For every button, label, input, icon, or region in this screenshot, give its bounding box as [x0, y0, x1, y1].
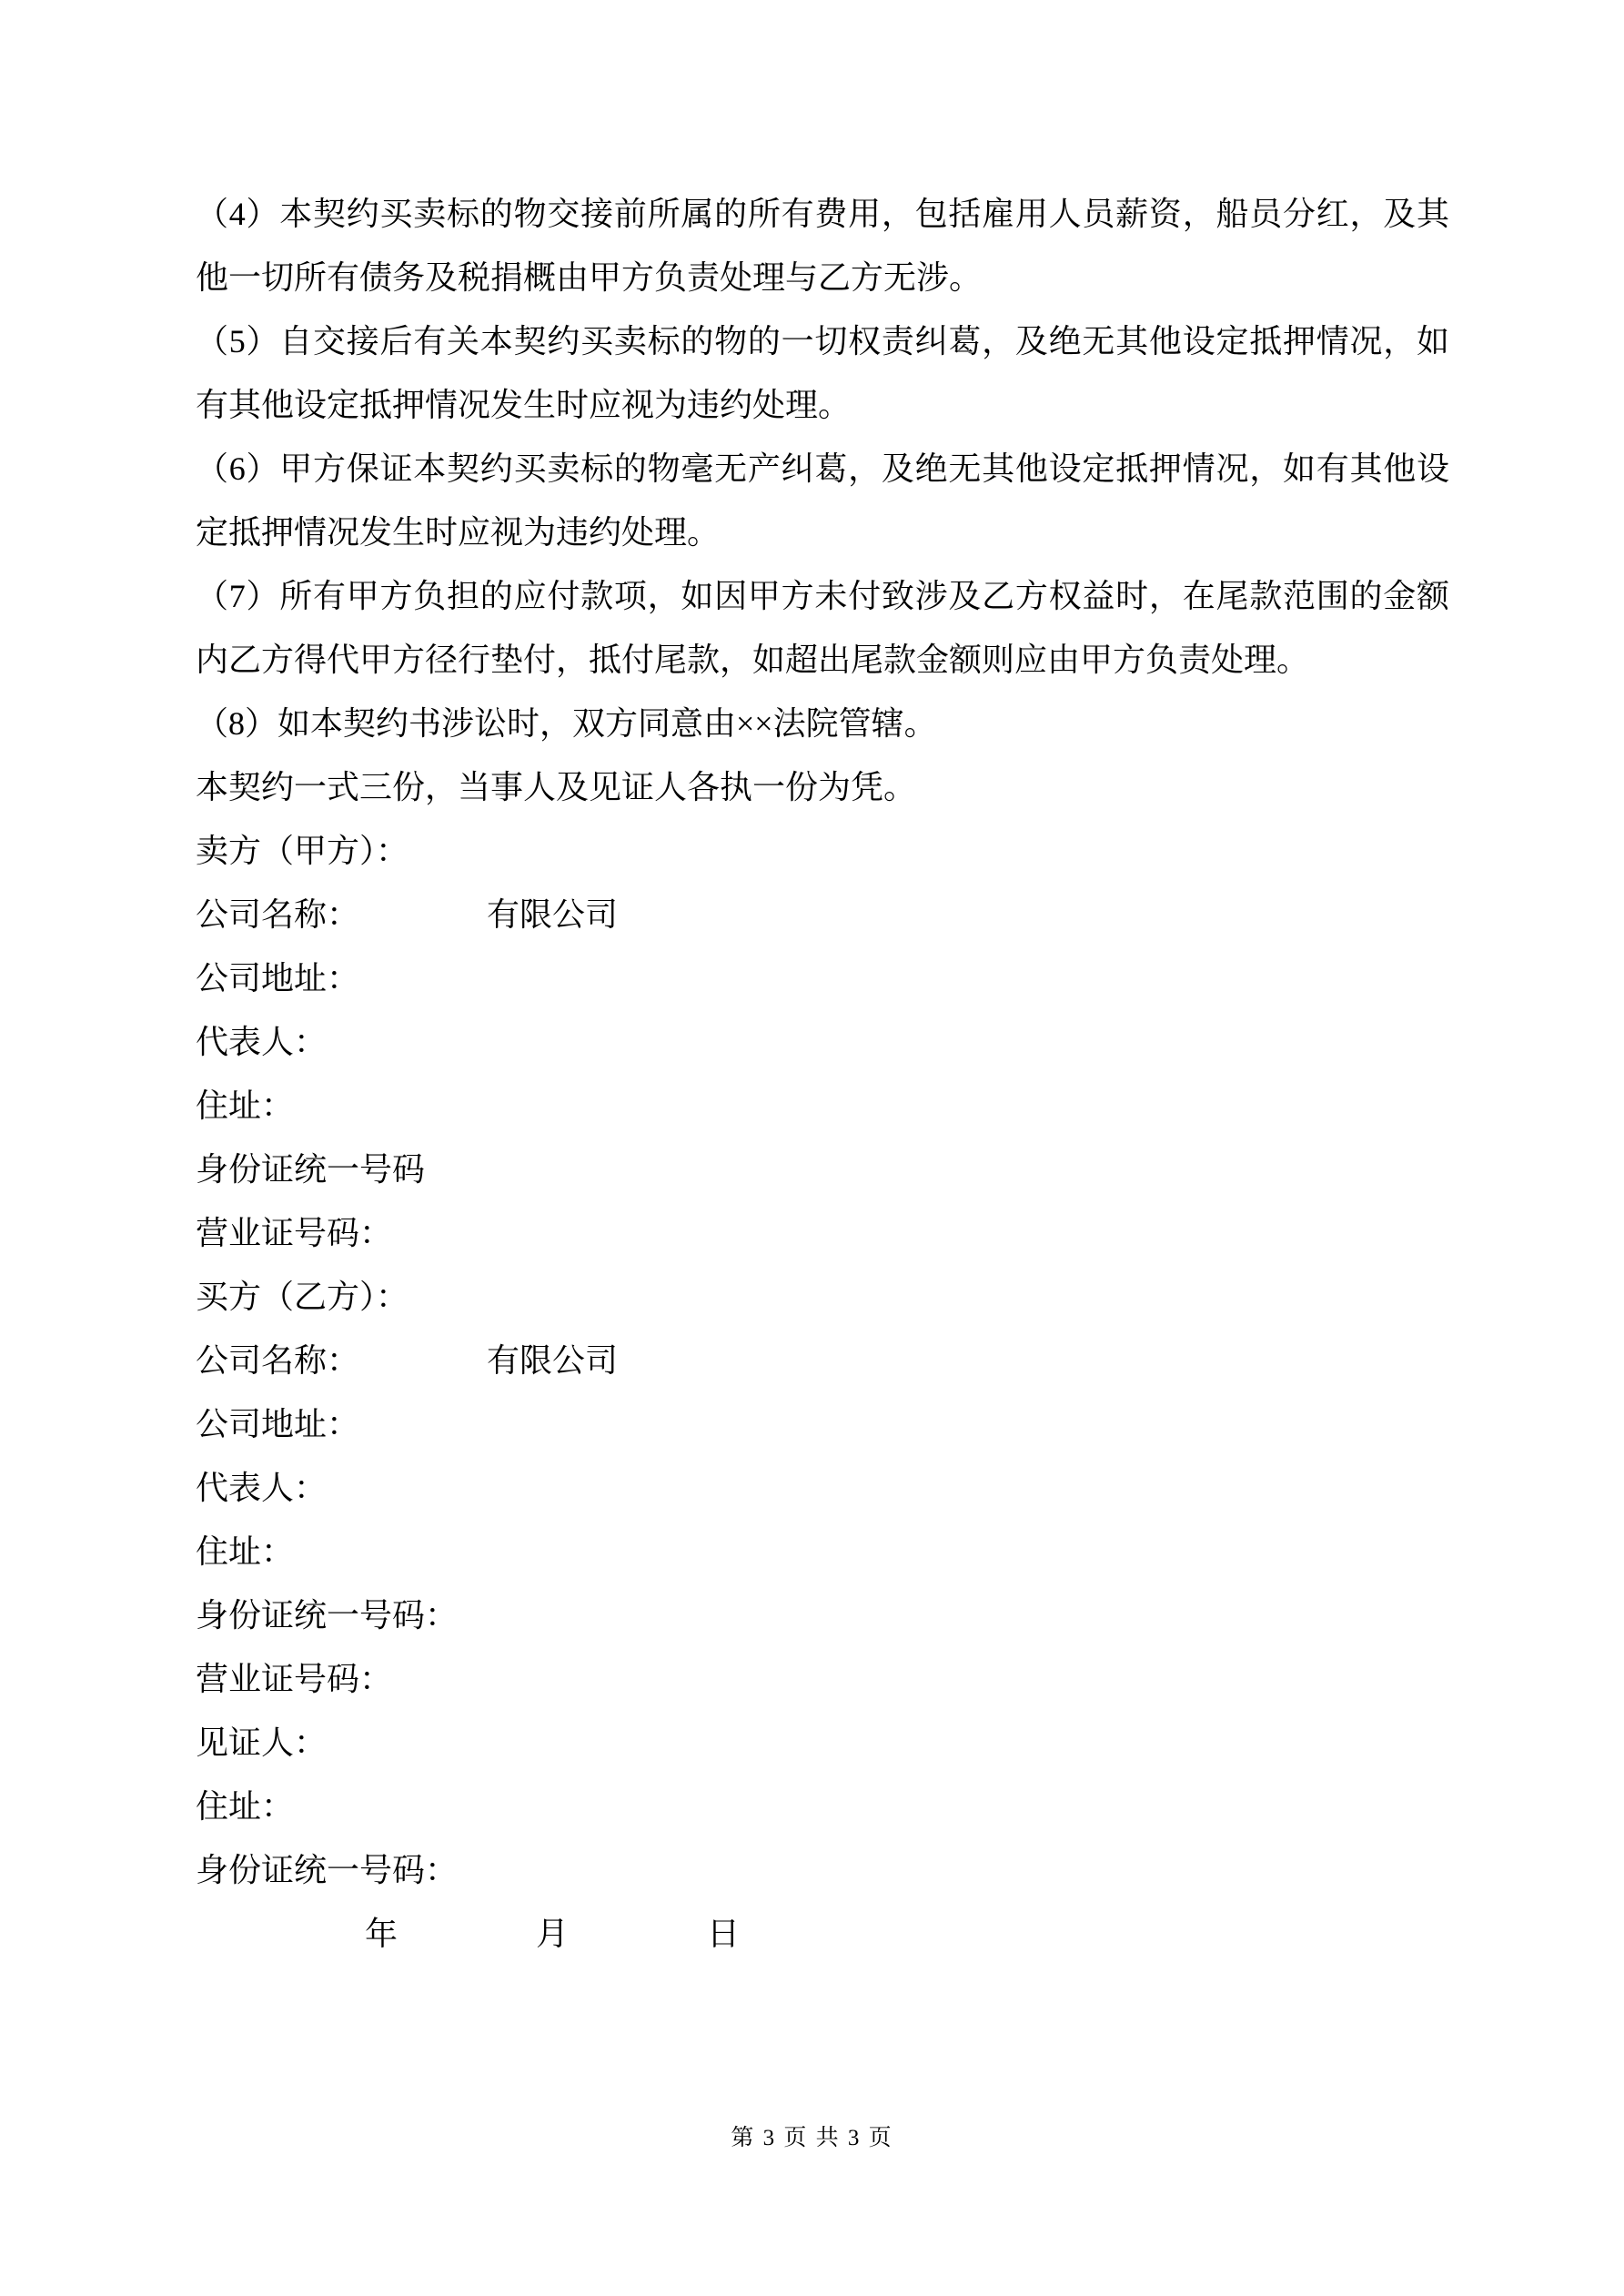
buyer-party-label: 买方（乙方）：	[196, 1279, 409, 1315]
seller-company-address-label: 公司地址：	[196, 960, 360, 996]
seller-company-address-line	[196, 946, 1449, 1010]
buyer-business-license-label: 营业证号码：	[196, 1661, 393, 1697]
buyer-company-address-label: 公司地址：	[196, 1406, 360, 1442]
copies-statement: 本契约一式三份，当事人及见证人各执一份为凭。	[196, 769, 917, 805]
seller-party-line	[196, 819, 1449, 883]
seller-company-name-line	[196, 883, 1449, 946]
seller-business-license-line	[196, 1201, 1449, 1265]
seller-representative-label: 代表人：	[196, 1024, 328, 1060]
buyer-company-name-value: 有限公司	[487, 1342, 619, 1379]
clause-6-paragraph: （6）甲方保证本契约买卖标的物毫无产纠葛，及绝无其他设定抵押情况，如有其他设定抵押情况发生时应视为违约处理。	[196, 450, 1449, 551]
month-label: 月	[536, 1916, 570, 1952]
seller-company-name-value: 有限公司	[487, 896, 619, 933]
buyer-id-number-label: 身份证统一号码：	[196, 1597, 459, 1633]
buyer-representative-label: 代表人：	[196, 1470, 328, 1506]
buyer-id-number-line	[196, 1583, 1449, 1647]
clause-4-paragraph: （4）本契约买卖标的物交接前所属的所有费用，包括雇用人员薪资，船员分红，及其他一切所有债务及税捐概由甲方负责处理与乙方无涉。	[196, 196, 1449, 296]
seller-business-license-label: 营业证号码：	[196, 1215, 393, 1251]
buyer-business-license-line	[196, 1647, 1449, 1711]
clause-8-paragraph: （8）如本契约书涉讼时，双方同意由××法院管辖。	[196, 705, 937, 742]
seller-party-label: 卖方（甲方）：	[196, 833, 409, 869]
clause-7-paragraph: （7）所有甲方负担的应付款项，如因甲方未付致涉及乙方权益时，在尾款范围的金额内乙方得代甲方径行垫付，抵付尾款，如超出尾款金额则应由甲方负责处理。	[196, 578, 1449, 678]
witness-label: 见证人：	[196, 1725, 328, 1761]
page-footer: 第 3 页 共 3 页	[731, 2126, 893, 2150]
buyer-company-name-line	[196, 1329, 1449, 1392]
clause-5-paragraph: （5）自交接后有关本契约买卖标的物的一切权责纠葛，及绝无其他设定抵押情况，如有其他设定抵押情况发生时应视为违约处理。	[196, 323, 1449, 423]
seller-representative-line	[196, 1010, 1449, 1074]
witness-residence-label: 住址：	[196, 1788, 295, 1825]
witness-line	[196, 1711, 1449, 1775]
buyer-representative-line	[196, 1456, 1449, 1520]
seller-id-number-line	[196, 1138, 1449, 1201]
year-label: 年	[365, 1916, 398, 1952]
witness-id-number-line	[196, 1838, 1449, 1902]
buyer-residence-label: 住址：	[196, 1533, 295, 1570]
witness-residence-line	[196, 1775, 1449, 1838]
contract-body	[196, 182, 1449, 1966]
buyer-company-name-label: 公司名称：	[196, 1342, 360, 1379]
buyer-residence-line	[196, 1520, 1449, 1583]
seller-residence-label: 住址：	[196, 1087, 295, 1124]
buyer-party-line	[196, 1265, 1449, 1329]
witness-id-number-label: 身份证统一号码：	[196, 1852, 459, 1888]
buyer-company-address-line	[196, 1392, 1449, 1456]
date-line	[196, 1902, 1449, 1966]
day-label: 日	[707, 1916, 741, 1952]
seller-id-number-label: 身份证统一号码	[196, 1151, 426, 1188]
seller-residence-line	[196, 1074, 1449, 1138]
seller-company-name-label: 公司名称：	[196, 896, 360, 933]
